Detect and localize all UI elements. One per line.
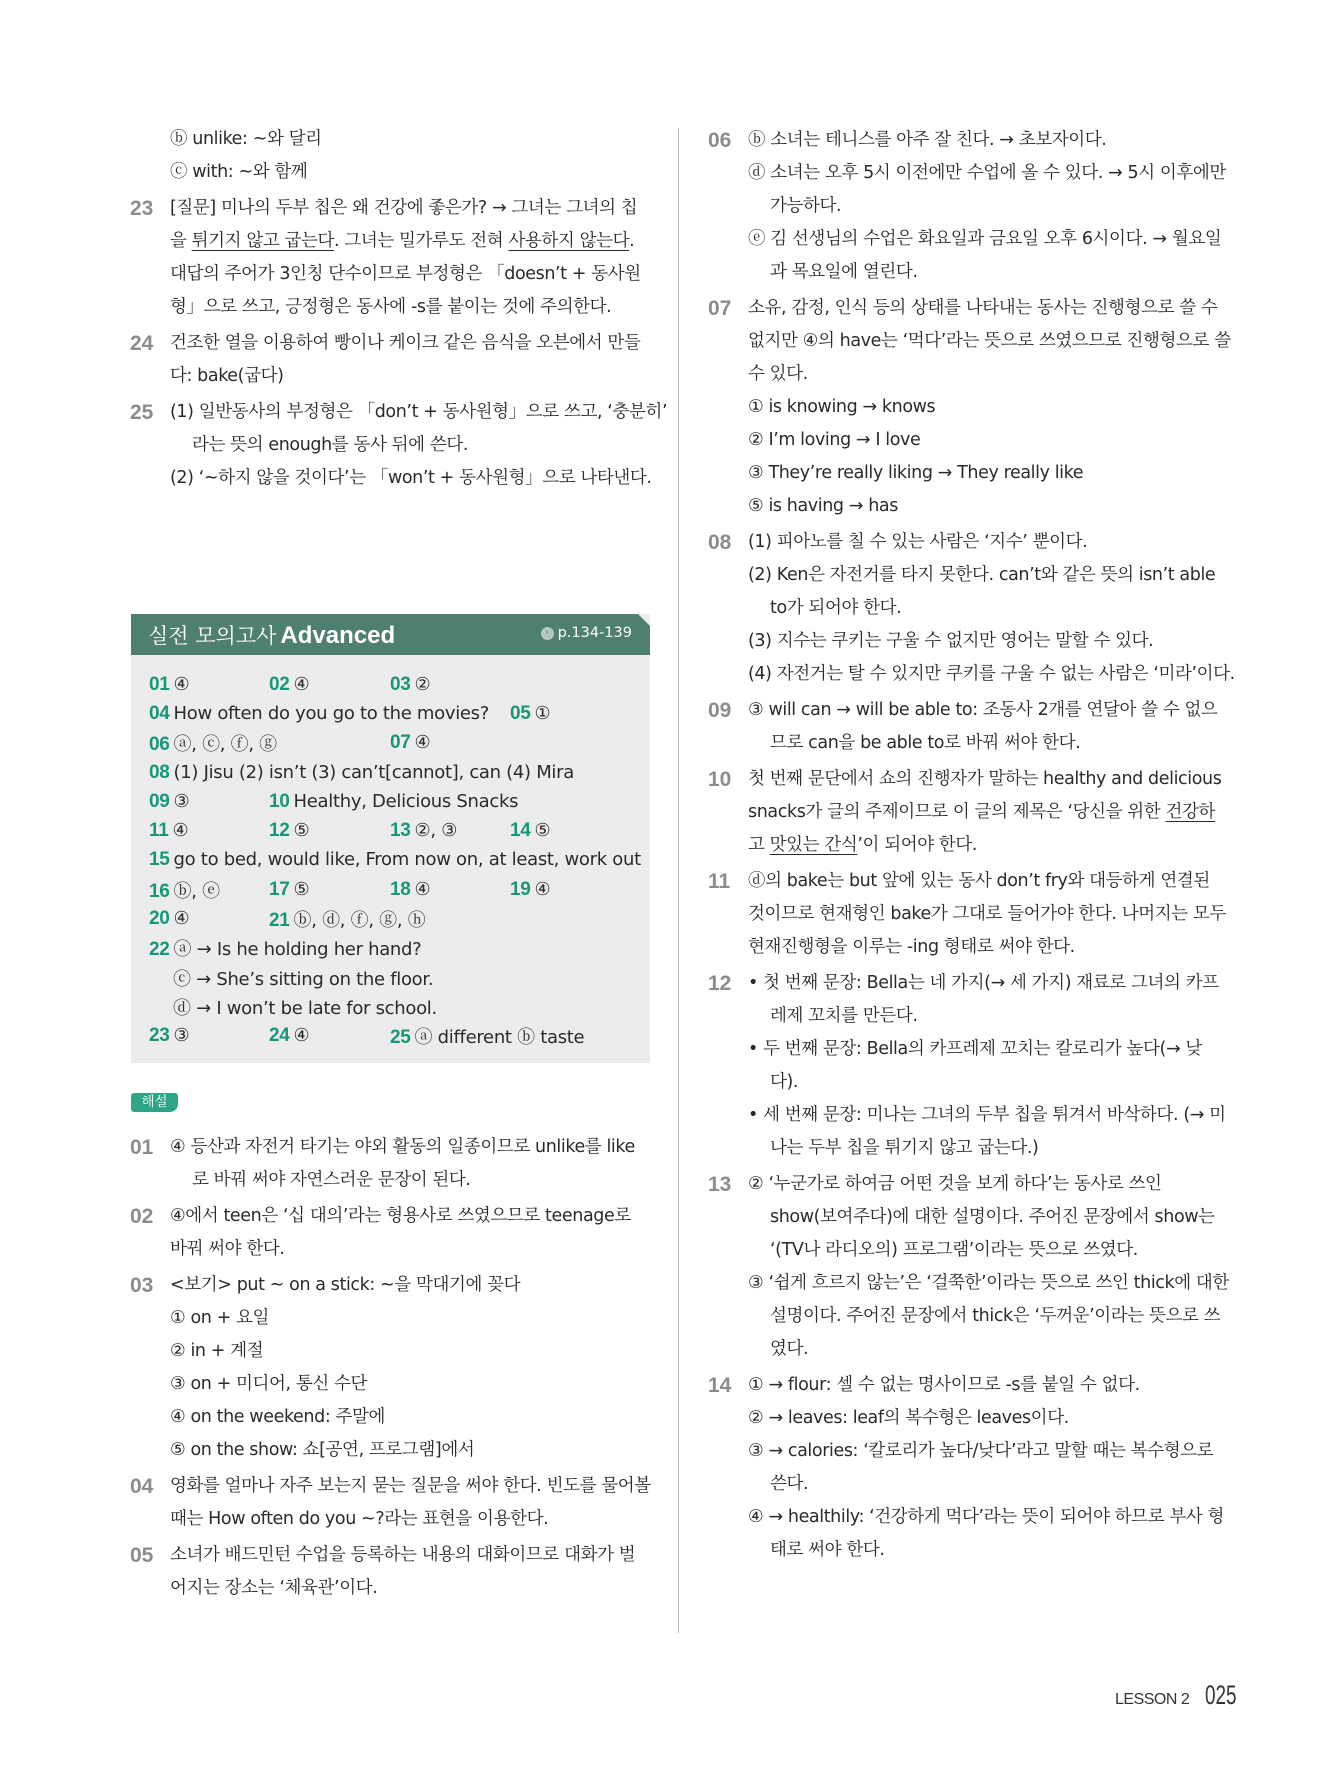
text-line: 바꿔 써야 한다. <box>170 1239 285 1259</box>
sub-point <box>170 123 650 156</box>
answer-number: 01 <box>149 673 170 695</box>
answer-cell <box>510 703 630 725</box>
answer-cell <box>149 791 269 813</box>
right-explanations <box>708 121 1235 1567</box>
item-number: 25 <box>130 401 154 424</box>
text-line: ② → leaves: leaf의 복수형은 leaves이다. <box>748 1408 1069 1428</box>
item-body <box>748 1168 1230 1366</box>
explanation-item <box>130 327 650 393</box>
paragraph <box>170 1470 650 1536</box>
paragraph <box>748 865 1230 964</box>
answer-row <box>149 992 649 1021</box>
sub-point <box>748 694 1230 760</box>
text-line: (4) 자전거는 탈 수 있지만 쿠키를 구울 수 없는 사람은 ‘미라’이다. <box>748 664 1235 684</box>
text-line: ⓑ 소녀는 테니스를 아주 잘 친다. → 초보자이다. <box>748 130 1107 150</box>
sub-point <box>170 396 668 462</box>
answer-text: ④ <box>534 878 551 900</box>
explanation-item <box>130 1539 650 1605</box>
answer-number: 23 <box>149 1025 170 1047</box>
answer-text: ⓑ, ⓔ <box>173 880 220 902</box>
text-line: ① → flour: 셀 수 없는 명사이므로 -s를 붙일 수 없다. <box>748 1375 1140 1395</box>
text-line: 수 있다. <box>748 364 808 384</box>
explanation-item <box>130 192 650 324</box>
explanation-item <box>130 1470 650 1536</box>
text-line <box>170 225 650 258</box>
text-line: 소녀가 배드민턴 수업을 등록하는 내용의 대화이므로 대화가 벌 <box>170 1545 636 1565</box>
sub-point <box>748 658 1235 691</box>
answer-text: ② <box>414 673 431 695</box>
text-segment: . 그녀는 밀가루도 전혀 <box>334 231 509 251</box>
item-number: 13 <box>708 1173 732 1196</box>
item-number: 10 <box>708 768 732 791</box>
text-line: 가능하다. <box>770 196 842 216</box>
explanation-item <box>708 526 1235 691</box>
answer-key-box <box>131 614 650 1063</box>
text-line: <보기> put ~ on a stick: ~을 막대기에 꽂다 <box>170 1275 521 1295</box>
text-line: 로 바꿔 써야 자연스러운 문장이 된다. <box>192 1170 471 1190</box>
text-line: 다: bake(굽다) <box>170 366 284 386</box>
answer-row <box>149 963 649 992</box>
item-body <box>170 396 668 495</box>
sub-point <box>748 1267 1230 1366</box>
text-line: to가 되어야 한다. <box>770 598 902 618</box>
text-line: ⓓ의 bake는 but 앞에 있는 동사 don’t fry와 대등하게 연결된 <box>748 871 1210 891</box>
text-segment: snacks가 글의 주제이므로 이 글의 제목은 ‘당신을 위한 <box>748 802 1166 822</box>
text-line: 어지는 장소는 ‘체육관’이다. <box>170 1578 378 1598</box>
explanation-item <box>708 124 1230 289</box>
answer-text: go to bed, would like, From now on, at least, work out <box>173 849 641 871</box>
answer-cell <box>390 820 510 842</box>
item-body <box>748 763 1230 862</box>
item-number: 11 <box>708 870 731 893</box>
text-line: [질문] 미나의 두부 칩은 왜 건강에 좋은가? → 그녀는 그녀의 칩 <box>170 198 638 218</box>
answer-grid <box>149 670 649 1051</box>
answer-text: ④ <box>172 820 189 842</box>
answer-key-title <box>148 620 395 650</box>
sub-point <box>748 424 1230 457</box>
explanation-item <box>708 292 1230 523</box>
answer-text: ⓐ → Is he holding her hand? <box>173 939 422 961</box>
text-line: ⑤ on the show: 쇼[공연, 프로그램]에서 <box>170 1440 475 1460</box>
answer-row <box>149 758 649 787</box>
text-line: 소유, 감정, 인식 등의 상태를 나타내는 동사는 진행형으로 쓸 수 <box>748 298 1218 318</box>
page-reference <box>541 625 632 641</box>
answer-text: ③ <box>173 790 190 812</box>
text-line: ④에서 teen은 ‘십 대의’라는 형용사로 쓰였으므로 teenage로 <box>170 1206 631 1226</box>
text-line: ② in + 계절 <box>170 1341 264 1361</box>
answer-row <box>149 670 649 699</box>
text-segment: 고 <box>748 835 770 855</box>
explanation-item <box>130 1269 650 1467</box>
answer-text: (1) Jisu (2) isn’t (3) can’t[cannot], can (4) Mira <box>173 761 574 783</box>
sub-point <box>748 526 1230 559</box>
answer-cell <box>149 849 641 871</box>
item-body <box>748 1369 1230 1567</box>
text-line: 첫 번째 문단에서 쇼의 진행자가 말하는 healthy and delicious <box>748 769 1222 789</box>
sub-point <box>748 1168 1230 1267</box>
text-line: 레제 꼬치를 만든다. <box>770 1006 918 1026</box>
item-number: 04 <box>130 1475 154 1498</box>
sub-point <box>748 223 1230 289</box>
left-top-explanations <box>130 120 668 495</box>
item-body <box>170 327 650 393</box>
item-body <box>748 292 1230 523</box>
text-line: 라는 뜻의 enough를 동사 뒤에 쓴다. <box>192 435 468 455</box>
answer-cell <box>149 730 277 756</box>
answer-text: ④ <box>293 673 310 695</box>
item-body <box>748 694 1230 760</box>
answer-row <box>149 846 649 875</box>
answer-cell <box>390 732 510 754</box>
page-number: 025 <box>1205 1680 1237 1710</box>
answer-cell <box>390 1023 585 1049</box>
text-line: 나는 두부 칩을 튀기지 않고 굽는다.) <box>770 1138 1039 1158</box>
item-number: 08 <box>708 531 732 554</box>
sub-point <box>748 1369 1230 1402</box>
answer-number: 19 <box>510 878 531 900</box>
item-number: 05 <box>130 1544 154 1567</box>
answer-number: 21 <box>269 910 290 932</box>
sub-point <box>748 1402 1230 1435</box>
answer-row <box>149 904 649 933</box>
item-number: 07 <box>708 297 732 320</box>
answer-cell <box>390 674 510 696</box>
item-number: 12 <box>708 972 732 995</box>
text-line: (2) Ken은 자전거를 타지 못한다. can’t와 같은 뜻의 isn’t able <box>748 565 1216 585</box>
answer-number: 05 <box>510 702 531 724</box>
explanation-item <box>708 967 1230 1165</box>
item-body <box>748 967 1230 1165</box>
answer-cell <box>510 879 630 901</box>
text-line: ③ will can → will be able to: 조동사 2개를 연달아 쓸 수 없으 <box>748 700 1218 720</box>
answer-number: 25 <box>390 1027 411 1049</box>
answer-cell <box>149 965 434 991</box>
answer-row <box>149 787 649 816</box>
sub-point <box>170 156 650 189</box>
explanation-item <box>130 123 650 189</box>
answer-text: ⓓ → I won’t be late for school. <box>173 997 437 1019</box>
underlined-text: 맛있는 간식 <box>769 835 858 855</box>
answer-number: 07 <box>390 732 411 754</box>
text-line: • 첫 번째 문장: Bella는 네 가지(→ 세 가지) 재료로 그녀의 카프 <box>748 973 1219 993</box>
sub-point <box>748 1099 1230 1165</box>
answer-text: ⓑ, ⓓ, ⓕ, ⓖ, ⓗ <box>293 910 426 932</box>
answer-row <box>149 875 649 904</box>
text-line: show(보여주다)에 대한 설명이다. 주어진 문장에서 show는 <box>770 1207 1215 1227</box>
answer-text: ③ <box>173 1025 190 1047</box>
item-number: 06 <box>708 129 732 152</box>
answer-text: ②, ③ <box>414 820 458 842</box>
sub-point <box>170 1335 650 1368</box>
underlined-text: 건강하 <box>1165 802 1215 822</box>
paragraph <box>748 292 1230 391</box>
left-bottom-explanations <box>130 1128 650 1605</box>
answer-cell <box>269 674 390 696</box>
text-line: ⓓ 소녀는 오후 5시 이전에만 수업에 올 수 있다. → 5시 이후에만 <box>748 163 1226 183</box>
text-line: (2) ‘~하지 않을 것이다’는 「won’t + 동사원형」으로 나타낸다. <box>170 468 652 488</box>
text-line: 다). <box>770 1072 799 1092</box>
text-line: ‘(TV나 라디오의) 프로그램’이라는 뜻으로 쓰였다. <box>770 1240 1138 1260</box>
text-line: ⑤ is having → has <box>748 496 898 516</box>
sub-point <box>170 1434 650 1467</box>
text-line <box>748 829 1230 862</box>
explanation-item <box>708 694 1230 760</box>
sub-point <box>748 967 1230 1033</box>
text-line: ④ on the weekend: 주말에 <box>170 1407 385 1427</box>
answer-cell <box>390 879 510 901</box>
sub-point <box>748 625 1230 658</box>
item-number: 01 <box>130 1136 154 1159</box>
answer-row <box>149 729 649 758</box>
sub-point <box>170 1368 650 1401</box>
text-line: • 세 번째 문장: 미나는 그녀의 두부 칩을 튀겨서 바삭하다. (→ 미 <box>748 1105 1226 1125</box>
text-segment: . <box>629 231 635 251</box>
answer-number: 08 <box>149 761 170 783</box>
text-line: 없지만 ④의 have는 ‘먹다’라는 뜻으로 쓰였으므로 진행형으로 쓸 <box>748 331 1231 351</box>
explanation-item <box>708 865 1230 964</box>
paragraph <box>748 763 1230 862</box>
answer-cell <box>269 879 390 901</box>
text-line: (1) 피아노를 칠 수 있는 사람은 ‘지수’ 뿐이다. <box>748 532 1088 552</box>
item-body <box>170 192 650 324</box>
explanation-item <box>130 396 668 495</box>
answer-cell <box>149 761 574 784</box>
text-line: 것이므로 현재형인 bake가 그대로 들어가야 한다. 나머지는 모두 <box>748 904 1226 924</box>
answer-cell <box>149 935 422 961</box>
answer-text: Healthy, Delicious Snacks <box>293 790 519 812</box>
answer-text: ⓐ, ⓒ, ⓕ, ⓖ <box>173 734 277 756</box>
answer-cell <box>269 906 426 932</box>
text-line: 쓴다. <box>770 1474 809 1494</box>
answer-text: ⓒ → She’s sitting on the floor. <box>173 968 434 990</box>
explanation-item <box>708 763 1230 862</box>
answer-text: ④ <box>414 732 431 754</box>
answer-number: 04 <box>149 702 170 724</box>
answer-cell <box>269 820 390 842</box>
text-line: 대답의 주어가 3인칭 단수이므로 부정형은 「doesn’t + 동사원 <box>170 264 641 284</box>
answer-cell <box>149 674 269 696</box>
item-number: 03 <box>130 1274 154 1297</box>
answer-cell <box>269 1025 390 1047</box>
explanation-badge: 해설 <box>131 1093 178 1112</box>
answer-row <box>149 934 649 963</box>
text-segment: ’이 되어야 한다. <box>857 835 978 855</box>
text-line: ① on + 요일 <box>170 1308 270 1328</box>
text-segment: 을 <box>170 231 192 251</box>
answer-cell <box>149 820 269 842</box>
underlined-text: 튀기지 않고 굽는다 <box>191 231 335 251</box>
answer-number: 22 <box>149 939 170 961</box>
text-line: ③ ‘쉽게 흐르지 않는’은 ‘걸쭉한’이라는 뜻으로 쓰인 thick에 대한 <box>748 1273 1229 1293</box>
lesson-label: LESSON 2 <box>1115 1691 1190 1708</box>
answer-number: 18 <box>390 878 411 900</box>
answer-row <box>149 816 649 845</box>
text-line: 건조한 열을 이용하여 빵이나 케이크 같은 음식을 오븐에서 만들 <box>170 333 641 353</box>
item-body <box>170 1200 650 1266</box>
answer-text: ④ <box>173 908 190 930</box>
sub-point <box>748 124 1230 157</box>
paragraph <box>170 192 650 324</box>
sub-point <box>170 1302 650 1335</box>
text-line: 과 목요일에 열린다. <box>770 262 918 282</box>
text-line <box>748 796 1230 829</box>
paragraph <box>170 1539 650 1605</box>
text-line: 설명이다. 주어진 문장에서 thick은 ‘두꺼운’이라는 뜻으로 쓰 <box>770 1306 1221 1326</box>
text-line: (1) 일반동사의 부정형은 「don’t + 동사원형」으로 쓰고, ‘충분히’ <box>170 402 668 422</box>
answer-text: How often do you go to the movies? <box>173 702 490 724</box>
item-number: 09 <box>708 699 732 722</box>
answer-text: ④ <box>414 878 431 900</box>
text-line: 형」으로 쓰고, 긍정형은 동사에 -s를 붙이는 것에 주의한다. <box>170 297 612 317</box>
title-en: Advanced <box>280 622 396 649</box>
sub-point <box>748 559 1230 625</box>
answer-row <box>149 699 649 728</box>
text-line: • 두 번째 문장: Bella의 카프레제 꼬치는 칼로리가 높다(→ 낮 <box>748 1039 1202 1059</box>
answer-text: ⑤ <box>534 820 551 842</box>
answer-number: 02 <box>269 673 290 695</box>
sub-point <box>170 462 650 495</box>
text-line: ② ‘누군가로 하여금 어떤 것을 보게 하다’는 동사로 쓰인 <box>748 1174 1162 1194</box>
item-body <box>748 865 1230 964</box>
answer-text: ⓐ different ⓑ taste <box>414 1027 585 1049</box>
explanation-item <box>130 1200 650 1266</box>
answer-cell <box>149 877 269 903</box>
paragraph <box>170 327 650 393</box>
answer-number: 24 <box>269 1025 290 1047</box>
paragraph <box>170 1200 650 1266</box>
item-number: 14 <box>708 1374 732 1397</box>
text-line: ③ They’re really liking → They really like <box>748 463 1084 483</box>
answer-cell <box>149 908 269 930</box>
text-line: 영화를 얼마나 자주 보는지 묻는 질문을 써야 한다. 빈도를 물어볼 <box>170 1476 651 1496</box>
item-number: 02 <box>130 1205 154 1228</box>
explanation-item <box>130 1131 650 1197</box>
item-body <box>748 124 1230 289</box>
answer-number: 14 <box>510 820 531 842</box>
text-line: ⓒ with: ~와 함께 <box>170 162 308 182</box>
sub-point <box>170 1401 650 1434</box>
item-number: 23 <box>130 197 154 220</box>
text-line: ⓑ unlike: ~와 달리 <box>170 129 322 149</box>
answer-number: 09 <box>149 790 170 812</box>
sub-point <box>748 157 1230 223</box>
text-line: 현재진행형을 이루는 -ing 형태로 써야 한다. <box>748 937 1075 957</box>
sub-point <box>748 391 1230 424</box>
answer-number: 10 <box>269 790 290 812</box>
text-line: 태로 써야 한다. <box>770 1540 885 1560</box>
page-ref-text: p.134-139 <box>557 625 632 641</box>
answer-number: 11 <box>149 820 169 842</box>
answer-text: ⑤ <box>293 820 310 842</box>
sub-point <box>170 1131 650 1197</box>
paragraph <box>170 1269 650 1302</box>
answer-number: 13 <box>390 820 411 842</box>
answer-cell <box>149 994 437 1020</box>
sub-point <box>748 1435 1230 1501</box>
text-line: 였다. <box>770 1339 809 1359</box>
answer-number: 20 <box>149 908 170 930</box>
text-line: ② I’m loving → I love <box>748 430 921 450</box>
answer-cell <box>149 1025 269 1047</box>
text-line: (3) 지수는 쿠키는 구울 수 없지만 영어는 말할 수 있다. <box>748 631 1154 651</box>
sub-point <box>748 1501 1230 1567</box>
answer-text: ④ <box>173 673 190 695</box>
answer-cell <box>510 820 630 842</box>
answer-number: 12 <box>269 820 290 842</box>
chevron-right-icon: › <box>541 627 554 640</box>
sub-point <box>748 1033 1230 1099</box>
answer-cell <box>269 790 519 813</box>
text-line: ① is knowing → knows <box>748 397 936 417</box>
explanation-item <box>708 1369 1230 1567</box>
explanation-item <box>708 1168 1230 1366</box>
text-line: ③ → calories: ‘칼로리가 높다/낮다’라고 말할 때는 복수형으로 <box>748 1441 1214 1461</box>
answer-text: ① <box>534 702 551 724</box>
item-body <box>170 123 650 189</box>
answer-row <box>149 1022 649 1051</box>
title-ko: 실전 모의고사 <box>148 624 277 648</box>
answer-text: ④ <box>293 1025 310 1047</box>
answer-number: 16 <box>149 880 170 902</box>
answer-cell <box>149 702 490 725</box>
text-line: 때는 How often do you ~?라는 표현을 이용한다. <box>170 1509 549 1529</box>
item-body <box>748 526 1235 691</box>
item-body <box>170 1269 650 1467</box>
answer-number: 17 <box>269 878 290 900</box>
text-line: 므로 can을 be able to로 바꿔 써야 한다. <box>770 733 1081 753</box>
text-line: ④ 등산과 자전거 타기는 야외 활동의 일종이므로 unlike를 like <box>170 1137 635 1157</box>
text-line: ③ on + 미디어, 통신 수단 <box>170 1374 368 1394</box>
answer-number: 06 <box>149 734 170 756</box>
answer-number: 03 <box>390 673 411 695</box>
item-body <box>170 1131 650 1197</box>
text-line: ⓔ 김 선생님의 수업은 화요일과 금요일 오후 6시이다. → 월요일 <box>748 229 1222 249</box>
answer-text: ⑤ <box>293 878 310 900</box>
column-divider <box>678 128 679 1633</box>
text-line: ④ → healthily: ‘건강하게 먹다’라는 뜻이 되어야 하므로 부사 형 <box>748 1507 1225 1527</box>
sub-point <box>748 457 1230 490</box>
item-body <box>170 1539 650 1605</box>
item-body <box>170 1470 650 1536</box>
item-number <box>130 123 170 189</box>
item-number: 24 <box>130 332 154 355</box>
page-footer <box>1115 1680 1250 1711</box>
sub-point <box>748 490 1230 523</box>
underlined-text: 사용하지 않는다 <box>508 231 630 251</box>
answer-number: 15 <box>149 849 170 871</box>
